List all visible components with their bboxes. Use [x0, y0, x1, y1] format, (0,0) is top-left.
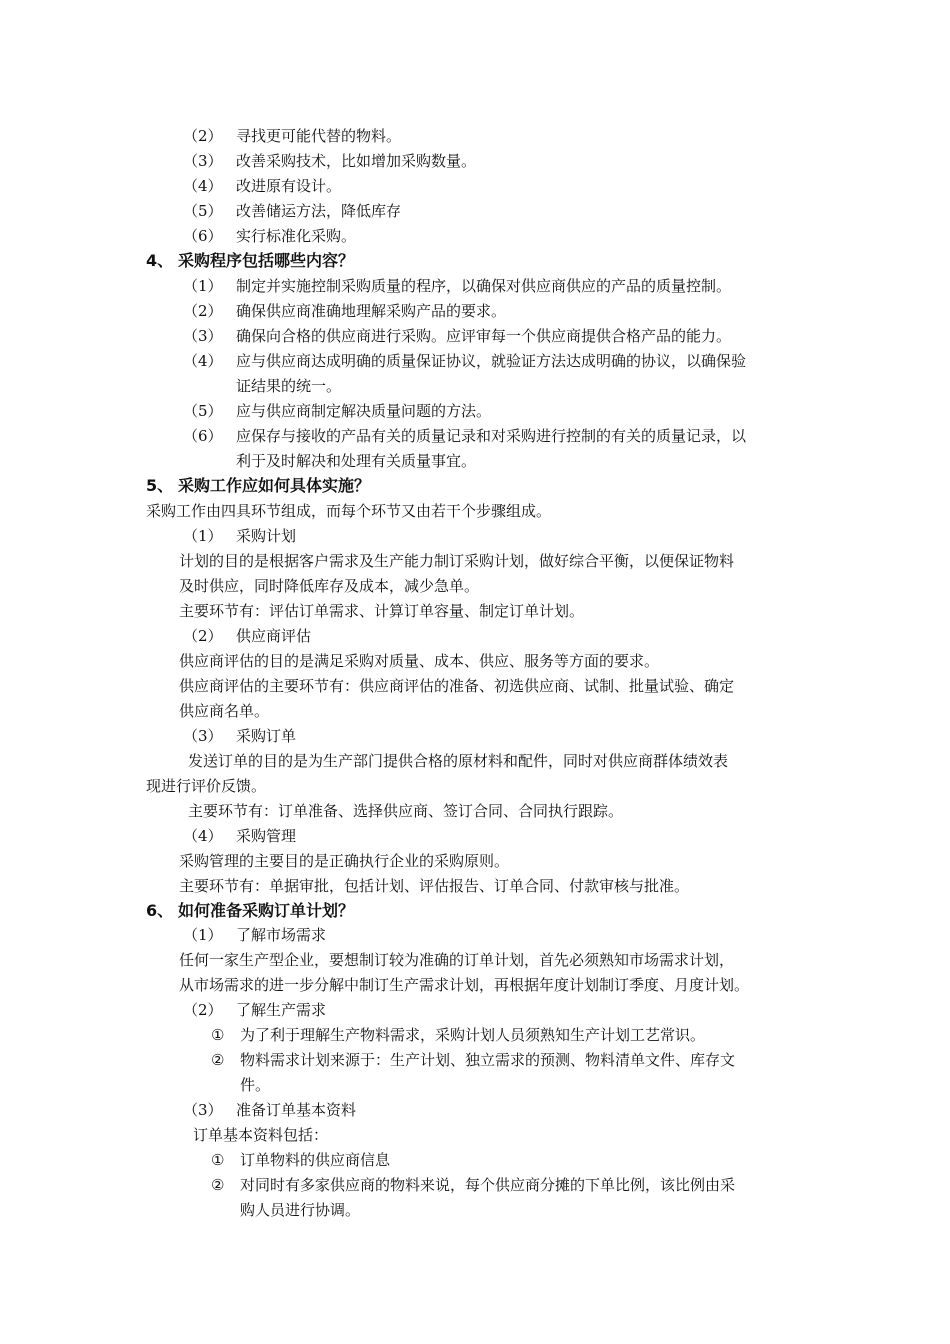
section-intro: 采购工作由四具环节组成，而每个环节又由若干个步骤组成。 [146, 502, 552, 520]
bullet-text: 为了利于理解生产物料需求，采购计划人员须熟知生产计划工艺常识。 [240, 1026, 706, 1044]
section-title: 采购程序包括哪些内容？ [178, 251, 355, 270]
section-number: 4、 [146, 251, 174, 270]
subsection-title: 了解生产需求 [236, 1001, 327, 1019]
paragraph-continued: 从市场需求的进一步分解中制订生产需求计划，再根据年度计划制订季度、月度计划。 [179, 976, 750, 994]
paragraph-continued: 及时供应，同时降低库存及成本，减少急单。 [179, 577, 480, 595]
subsection-number: （2） [183, 627, 223, 645]
list-number: （3） [183, 327, 223, 345]
paragraph: 任何一家生产型企业，要想制订较为准确的订单计划，首先必须熟知市场需求计划， [179, 951, 735, 969]
bullet-mark: ② [211, 1176, 225, 1194]
list-text: 确保供应商准确地理解采购产品的要求。 [236, 302, 507, 320]
list-text: 寻找更可能代替的物料。 [236, 127, 402, 145]
list-text: 实行标准化采购。 [236, 227, 357, 245]
list-number: （2） [183, 127, 223, 145]
subsection-number: （3） [183, 1101, 223, 1119]
paragraph: 计划的目的是根据客户需求及生产能力制订采购计划，做好综合平衡，以便保证物料 [179, 552, 735, 570]
subsection-title: 供应商评估 [236, 627, 312, 645]
paragraph: 主要环节有：评估订单需求、计算订单容量、制定订单计划。 [179, 602, 585, 620]
bullet-text: 对同时有多家供应商的物料来说，每个供应商分摊的下单比例，该比例由采 [240, 1176, 736, 1194]
subsection-number: （4） [183, 827, 223, 845]
subsection-title: 采购计划 [236, 527, 297, 545]
list-text-continued: 证结果的统一。 [236, 377, 342, 395]
section-heading-6 [146, 900, 354, 922]
section-title: 采购工作应如何具体实施？ [178, 476, 371, 495]
paragraph: 发送订单的目的是为生产部门提供合格的原材料和配件，同时对供应商群体绩效表 [188, 752, 729, 770]
list-number: （2） [183, 302, 223, 320]
subsection-title: 采购订单 [236, 727, 297, 745]
paragraph-continued: 供应商名单。 [179, 702, 270, 720]
list-number: （5） [183, 402, 223, 420]
list-text: 改善储运方法，降低库存 [236, 202, 402, 220]
list-text: 应与供应商达成明确的质量保证协议，就验证方法达成明确的协议，以确保验 [236, 352, 747, 370]
section-number: 6、 [146, 901, 174, 920]
list-number: （4） [183, 352, 223, 370]
section-heading-5 [146, 475, 370, 497]
paragraph: 主要环节有：订单准备、选择供应商、签订合同、合同执行跟踪。 [188, 802, 624, 820]
paragraph: 采购管理的主要目的是正确执行企业的采购原则。 [179, 852, 510, 870]
paragraph-continued: 现进行评价反馈。 [146, 777, 267, 795]
subsection-title: 准备订单基本资料 [236, 1101, 357, 1119]
subsection-title: 了解市场需求 [236, 926, 327, 944]
list-number: （1） [183, 277, 223, 295]
list-text: 应与供应商制定解决质量问题的方法。 [236, 402, 492, 420]
list-text-continued: 利于及时解决和处理有关质量事宜。 [236, 452, 477, 470]
bullet-text-continued: 购人员进行协调。 [240, 1201, 361, 1219]
paragraph: 订单基本资料包括： [193, 1126, 329, 1144]
bullet-mark: ② [211, 1051, 225, 1069]
bullet-text: 物料需求计划来源于：生产计划、独立需求的预测、物料清单文件、库存文 [240, 1051, 736, 1069]
list-text: 确保向合格的供应商进行采购。应评审每一个供应商提供合格产品的能力。 [236, 327, 732, 345]
list-text: 改善采购技术，比如增加采购数量。 [236, 152, 477, 170]
paragraph: 主要环节有：单据审批，包括计划、评估报告、订单合同、付款审核与批准。 [179, 877, 690, 895]
list-text: 制定并实施控制采购质量的程序，以确保对供应商供应的产品的质量控制。 [236, 277, 732, 295]
paragraph: 供应商评估的目的是满足采购对质量、成本、供应、服务等方面的要求。 [179, 652, 660, 670]
subsection-number: （3） [183, 727, 223, 745]
list-text: 应保存与接收的产品有关的质量记录和对采购进行控制的有关的质量记录，以 [236, 427, 747, 445]
list-number: （6） [183, 227, 223, 245]
list-number: （6） [183, 427, 223, 445]
section-heading-4 [146, 250, 354, 272]
section-number: 5、 [146, 476, 174, 495]
subsection-number: （1） [183, 527, 223, 545]
paragraph: 供应商评估的主要环节有：供应商评估的准备、初选供应商、试制、批量试验、确定 [179, 677, 735, 695]
section-title: 如何准备采购订单计划？ [178, 901, 355, 920]
list-number: （5） [183, 202, 223, 220]
list-number: （4） [183, 177, 223, 195]
bullet-mark: ① [211, 1026, 225, 1044]
list-number: （3） [183, 152, 223, 170]
subsection-number: （2） [183, 1001, 223, 1019]
list-text: 改进原有设计。 [236, 177, 342, 195]
bullet-text: 订单物料的供应商信息 [240, 1151, 391, 1169]
bullet-mark: ① [211, 1151, 225, 1169]
subsection-number: （1） [183, 926, 223, 944]
bullet-text-continued: 件。 [240, 1076, 271, 1094]
subsection-title: 采购管理 [236, 827, 297, 845]
